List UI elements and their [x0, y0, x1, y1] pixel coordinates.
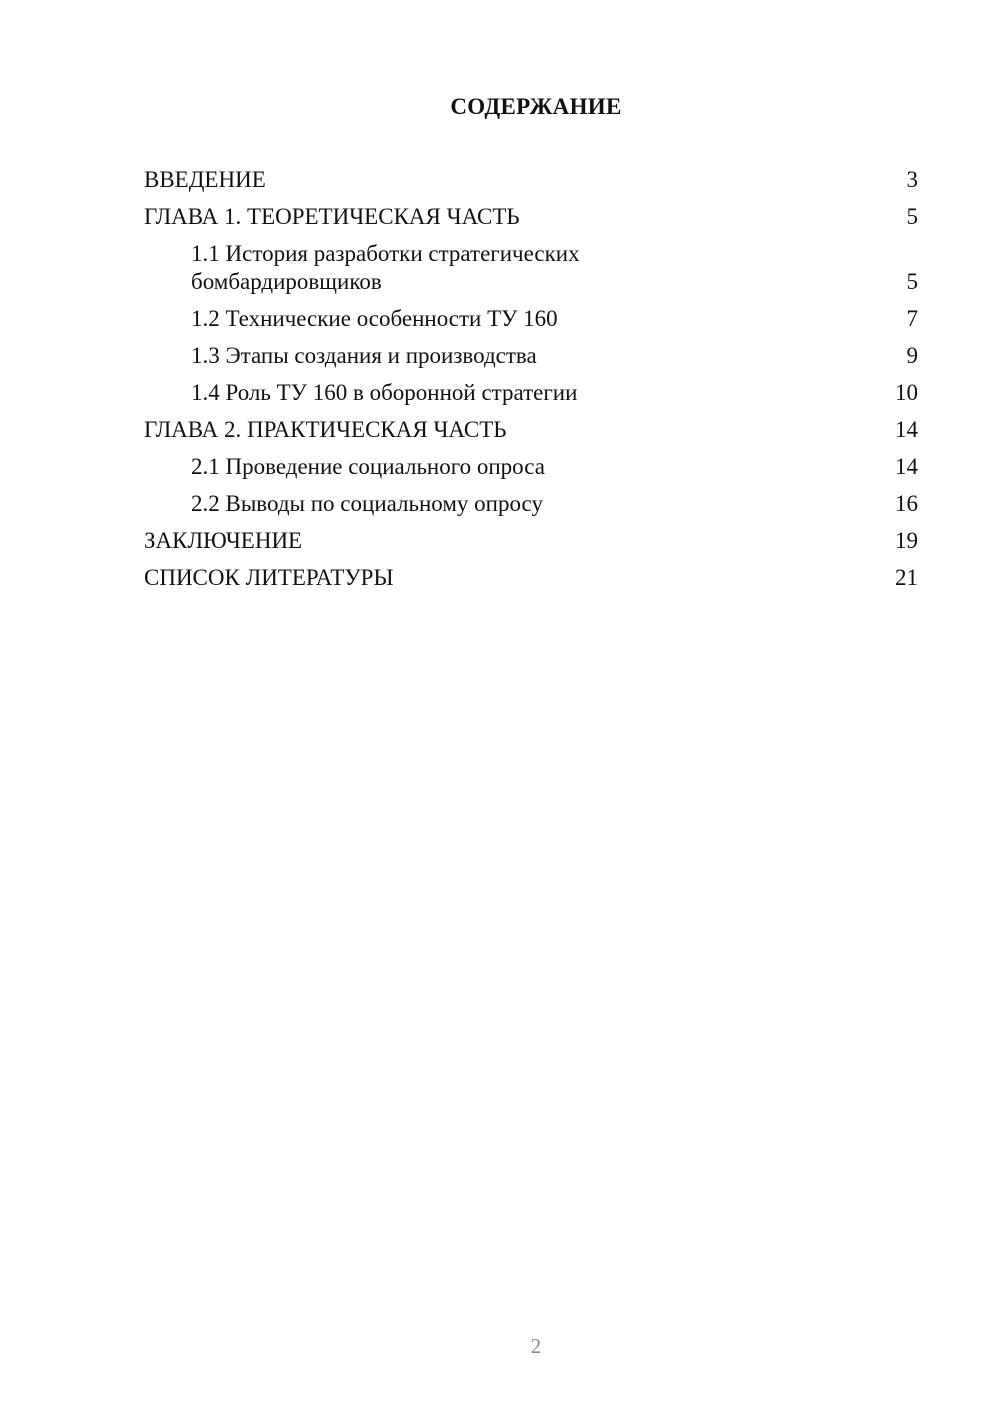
toc-list	[144, 166, 918, 601]
toc-entry-page: 14	[895, 454, 918, 479]
toc-entry-page: 9	[906, 343, 918, 368]
toc-entry-conclusion[interactable]	[144, 527, 918, 555]
toc-entry-chapter-2[interactable]	[144, 416, 918, 444]
toc-entry-text: 1.3 Этапы создания и производства	[191, 343, 537, 368]
page-number: 2	[530, 1334, 542, 1358]
toc-entry-section-2-2[interactable]	[144, 490, 918, 518]
toc-entry-section-2-1[interactable]	[144, 453, 918, 481]
toc-entry-introduction[interactable]	[144, 166, 918, 194]
toc-entry-page: 7	[906, 306, 918, 331]
toc-entry-text: 1.2 Технические особенности ТУ 160	[191, 306, 558, 331]
toc-entry-references[interactable]	[144, 564, 918, 592]
toc-entry-text: 2.2 Выводы по социальному опросу	[191, 491, 543, 516]
toc-entry-page: 14	[895, 417, 918, 442]
toc-entry-page: 19	[895, 528, 918, 553]
toc-entry-page: 5	[906, 204, 918, 229]
toc-entry-section-1-1[interactable]	[144, 240, 918, 296]
toc-entry-text: ВВЕДЕНИЕ	[144, 167, 266, 192]
toc-entry-text: СПИСОК ЛИТЕРАТУРЫ	[144, 565, 394, 590]
toc-entry-text: 1.1 История разработки стратегических бомбардировщиков	[191, 241, 580, 294]
toc-entry-text: 1.4 Роль ТУ 160 в оборонной стратегии	[191, 380, 578, 405]
toc-title: СОДЕРЖАНИЕ	[450, 94, 622, 119]
toc-entry-page: 16	[895, 491, 918, 516]
toc-entry-text: ГЛАВА 1. ТЕОРЕТИЧЕСКАЯ ЧАСТЬ	[144, 204, 520, 229]
toc-entry-page: 10	[895, 380, 918, 405]
toc-entry-text: ГЛАВА 2. ПРАКТИЧЕСКАЯ ЧАСТЬ	[144, 417, 507, 442]
toc-entry-section-1-2[interactable]	[144, 305, 918, 333]
toc-entry-chapter-1[interactable]	[144, 203, 918, 231]
toc-entry-page: 5	[906, 269, 918, 294]
toc-entry-page: 3	[906, 167, 918, 192]
toc-entry-text: 2.1 Проведение социального опроса	[191, 454, 545, 479]
toc-entry-page: 21	[895, 565, 918, 590]
toc-entry-section-1-3[interactable]	[144, 342, 918, 370]
toc-entry-text: ЗАКЛЮЧЕНИЕ	[144, 528, 303, 553]
toc-entry-section-1-4[interactable]	[144, 379, 918, 407]
